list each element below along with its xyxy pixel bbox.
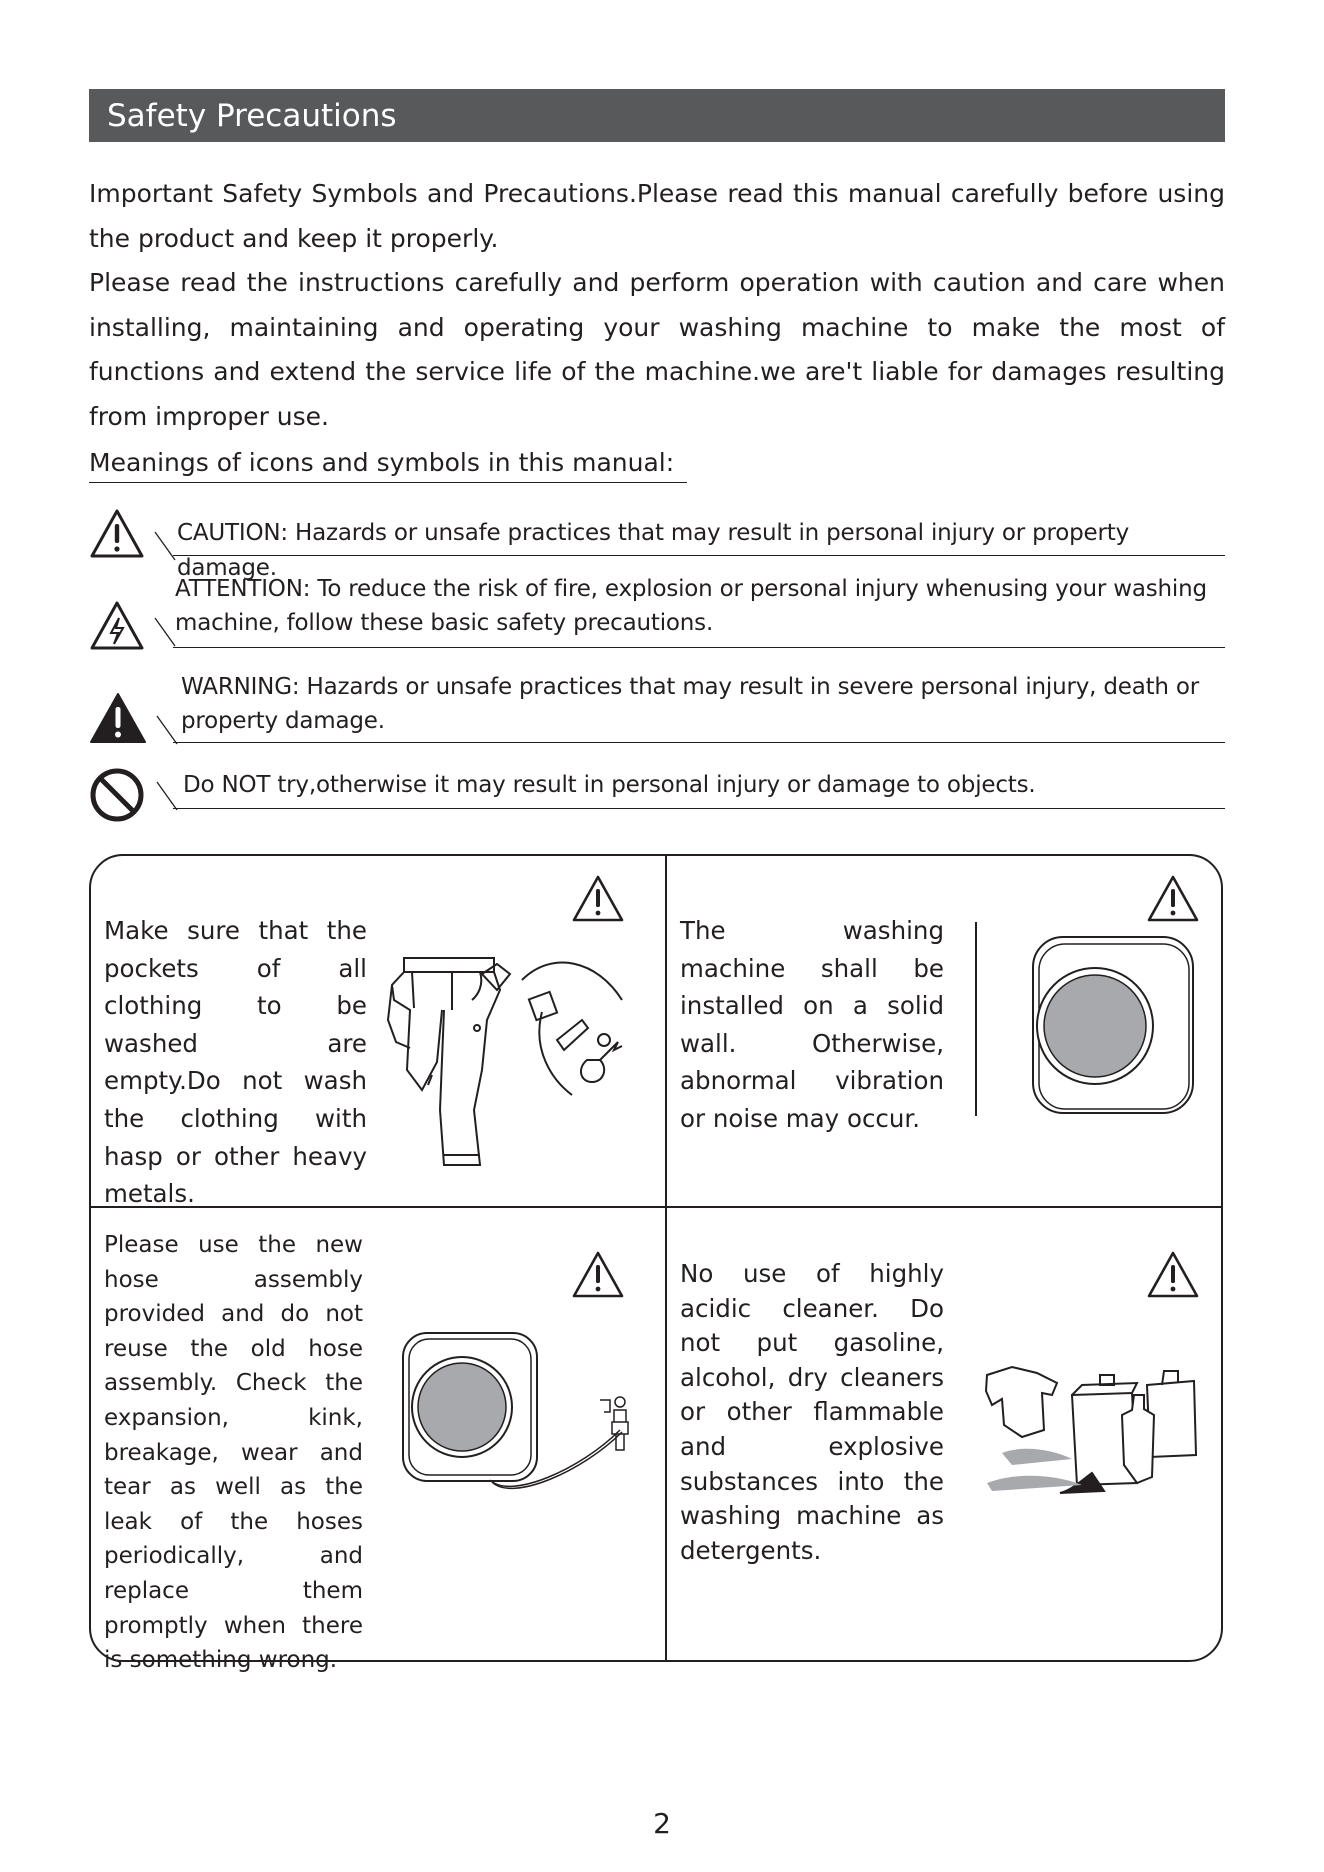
section-title: Safety Precautions	[107, 97, 397, 134]
attention-text-line2: machine, follow these basic safety precautions.	[175, 610, 714, 636]
legend-warning	[89, 670, 1225, 750]
chemicals-illustration	[982, 1365, 1218, 1497]
caution-icon	[571, 874, 625, 924]
cell-wall-text: The washing machine shall be installed on a solid wall. Otherwise, abnormal vibration or noise may occur.	[680, 916, 944, 1133]
warning-icon	[89, 692, 147, 744]
legend-prohibited	[89, 762, 1225, 824]
warning-text-line1: WARNING: Hazards or unsafe practices that may result in severe personal injury, death or	[181, 674, 1200, 700]
legend-attention	[89, 572, 1225, 652]
prohibited-text: Do NOT try,otherwise it may result in personal injury or damage to objects.	[183, 772, 1036, 798]
caution-icon	[571, 1250, 625, 1300]
cell-pockets-text: Make sure that the pockets of all clothing to be washed are empty.Do not wash the clothing with hasp or other heavy metals.	[104, 916, 367, 1209]
trousers-illustration	[382, 950, 638, 1170]
meanings-heading: Meanings of icons and symbols in this manual:	[89, 448, 687, 483]
washing-machine-hose-illustration	[400, 1330, 642, 1500]
electric-hazard-icon	[89, 600, 145, 652]
washing-machine-illustration	[1030, 934, 1196, 1118]
page-number: 2	[653, 1807, 671, 1840]
section-header	[89, 89, 1225, 142]
caution-icon	[1146, 1250, 1200, 1300]
cell-hose-text: Please use the new hose assembly provided and do not reuse the old hose assembly. Check the expansion, kink, breakage, wear and tear as well as the leak of the hoses periodically, and replace them promptly when there is something wrong.	[104, 1232, 363, 1674]
prohibited-icon	[89, 767, 145, 823]
legend-caution	[89, 508, 1225, 581]
caution-icon	[1146, 874, 1200, 924]
caution-icon	[89, 508, 145, 560]
cell-acid-text: No use of highly acidic cleaner. Do not put gasoline, alcohol, dry cleaners or other flammable and explosive substances into the washing machine as detergents.	[680, 1259, 944, 1565]
intro-paragraph-1: Important Safety Symbols and Precautions.Please read this manual carefully before using the product and keep it properly.	[89, 179, 1225, 253]
warning-text-line2: property damage.	[181, 708, 385, 734]
attention-text-line1: ATTENTION: To reduce the risk of fire, explosion or personal injury whenusing your washing	[175, 576, 1207, 602]
intro-text	[89, 172, 1225, 439]
intro-paragraph-2: Please read the instructions carefully and perform operation with caution and care when installing, maintaining and operating your washing machine to make the most of functions and extend the service life of the machine.we are't liable for damages resulting from improper use.	[89, 268, 1225, 431]
caution-text: CAUTION: Hazards or unsafe practices that may result in personal injury or property damage.	[177, 520, 1129, 581]
